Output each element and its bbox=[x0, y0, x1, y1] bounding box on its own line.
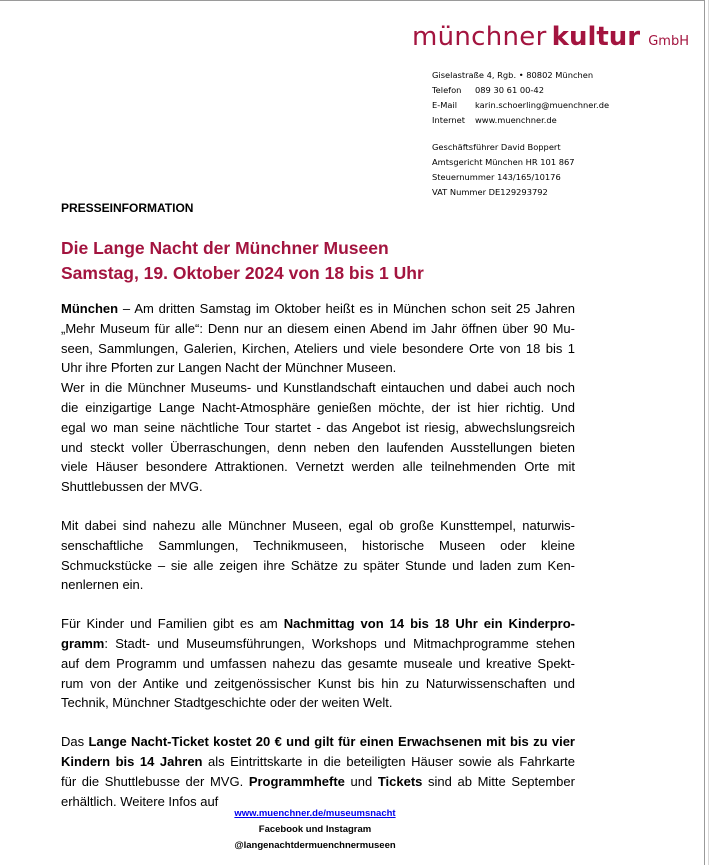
text-line: Für Kinder und Familien gibt es am Nachmittag von 14 bis 18 Uhr ein Kinderpro- bbox=[61, 616, 575, 632]
text-line: Wer in die Münchner Museums- und Kunstlandschaft eintauchen und dabei auch noch bbox=[61, 380, 575, 396]
footer-social-handle: @langenachtdermuenchnermuseen bbox=[234, 840, 396, 851]
letterhead-contact-block bbox=[432, 68, 609, 200]
page-border-shadow bbox=[708, 0, 709, 865]
company-info-line: Geschäftsführer David Boppert bbox=[432, 142, 561, 152]
text-line: viele Häuser besondere Attraktionen. Vernetzt werden alle teilnehmenden Orte mit bbox=[61, 459, 575, 475]
page-border-top bbox=[0, 0, 704, 1]
text-line: senschaftliche Sammlungen, Technikmuseen, historische Museen oder kleine bbox=[61, 537, 575, 553]
text-line: Uhr ihre Pforten zur Langen Nacht der Münchner Museen. bbox=[61, 360, 397, 376]
contact-label: Internet bbox=[432, 115, 465, 125]
paragraph-4 bbox=[61, 732, 575, 811]
company-info-line: Amtsgericht München HR 101 867 bbox=[432, 157, 575, 167]
headline bbox=[61, 236, 424, 286]
text-line: auf dem Programm und umfassen nahezu das gesamte museale und kreative Spekt- bbox=[61, 655, 575, 671]
company-info-line: Steuernummer 143/165/10176 bbox=[432, 172, 561, 182]
headline-line-1: Die Lange Nacht der Münchner Museen bbox=[61, 238, 389, 258]
text-line: die einzigartige Lange Nacht-Atmosphäre genießen möchte, der ist hier richtig. Und bbox=[61, 399, 575, 415]
text-line: Das Lange Nacht-Ticket kostet 20 € und gilt für einen Erwachsenen mit bis zu vier bbox=[61, 734, 575, 750]
contact-label: Telefon bbox=[432, 85, 462, 95]
company-logo bbox=[412, 24, 689, 50]
body-text bbox=[61, 299, 575, 811]
contact-value: 089 30 61 00-42 bbox=[475, 85, 544, 95]
contact-label: E-Mail bbox=[432, 100, 458, 110]
text-line: „Mehr Museum für alle“: Denn nur an diesem einen Abend im Jahr öffnen über 90 Mu- bbox=[61, 320, 575, 336]
footer-social-label: Facebook und Instagram bbox=[258, 824, 372, 835]
contact-internet bbox=[432, 113, 609, 128]
text-line: Shuttlebussen der MVG. bbox=[61, 479, 203, 495]
text-line: nenlernen ein. bbox=[61, 577, 144, 593]
logo-word-muenchner: münchner bbox=[411, 22, 547, 52]
contact-value: www.muenchner.de bbox=[475, 115, 557, 125]
paragraph-2 bbox=[61, 516, 575, 595]
paragraph-3 bbox=[61, 614, 575, 713]
text-line: Schmuckstücke – sie alle zeigen ihre Schätze zu später Stunde und laden zum Ken- bbox=[61, 557, 575, 573]
company-info-line: VAT Nummer DE129293792 bbox=[432, 187, 548, 197]
text-line: egal wo man seine nächtliche Tour startet - das Angebot ist riesig, abwechslungsreich bbox=[61, 419, 575, 435]
paragraph-1 bbox=[61, 299, 575, 497]
text-line: erhältlich. Weitere Infos auf bbox=[61, 793, 219, 809]
text-line: für die Shuttlebusse der MVG. Programmhefte und Tickets sind ab Mitte September bbox=[61, 773, 575, 789]
text-line: München – Am dritten Samstag im Oktober heißt es in München schon seit 25 Jahren bbox=[61, 301, 575, 316]
text-line: und steckt voller Überraschungen, denn neben den laufenden Ausstellungen bieten bbox=[61, 439, 575, 455]
page-border-right bbox=[704, 0, 705, 865]
contact-phone bbox=[432, 83, 609, 98]
text-line: seen, Sammlungen, Galerien, Kirchen, Ateliers und viele besondere Orte von 18 bis 1 bbox=[61, 340, 575, 356]
text-line: gramm: Stadt- und Museumsführungen, Workshops und Mitmachprogramme stehen bbox=[61, 635, 575, 651]
footer-info bbox=[185, 806, 445, 854]
text-line: rum von der Antike und zeitgenössischer Kunst bis hin zu Naturwissenschaften und bbox=[61, 675, 575, 691]
text-line: Mit dabei sind nahezu alle Münchner Museen, egal ob große Kunsttempel, naturwis- bbox=[61, 517, 575, 533]
contact-email bbox=[432, 98, 609, 113]
document-label: PRESSEINFORMATION bbox=[61, 201, 194, 215]
address-line: Giselastraße 4, Rgb. • 80802 München bbox=[432, 70, 594, 80]
contact-value: karin.schoerling@muenchner.de bbox=[475, 100, 610, 110]
museumsnacht-link[interactable]: www.muenchner.de/museumsnacht bbox=[234, 808, 396, 819]
logo-suffix: GmbH bbox=[648, 34, 689, 49]
text-line: Technik, Münchner Stadtgeschichte oder der weiten Welt. bbox=[61, 695, 393, 711]
headline-line-2: Samstag, 19. Oktober 2024 von 18 bis 1 Uhr bbox=[61, 263, 424, 283]
text-line: Kindern bis 14 Jahren als Eintrittskarte in die beteiligten Häuser sowie als Fahrkarte bbox=[61, 753, 575, 769]
logo-word-kultur: kultur bbox=[551, 22, 641, 52]
